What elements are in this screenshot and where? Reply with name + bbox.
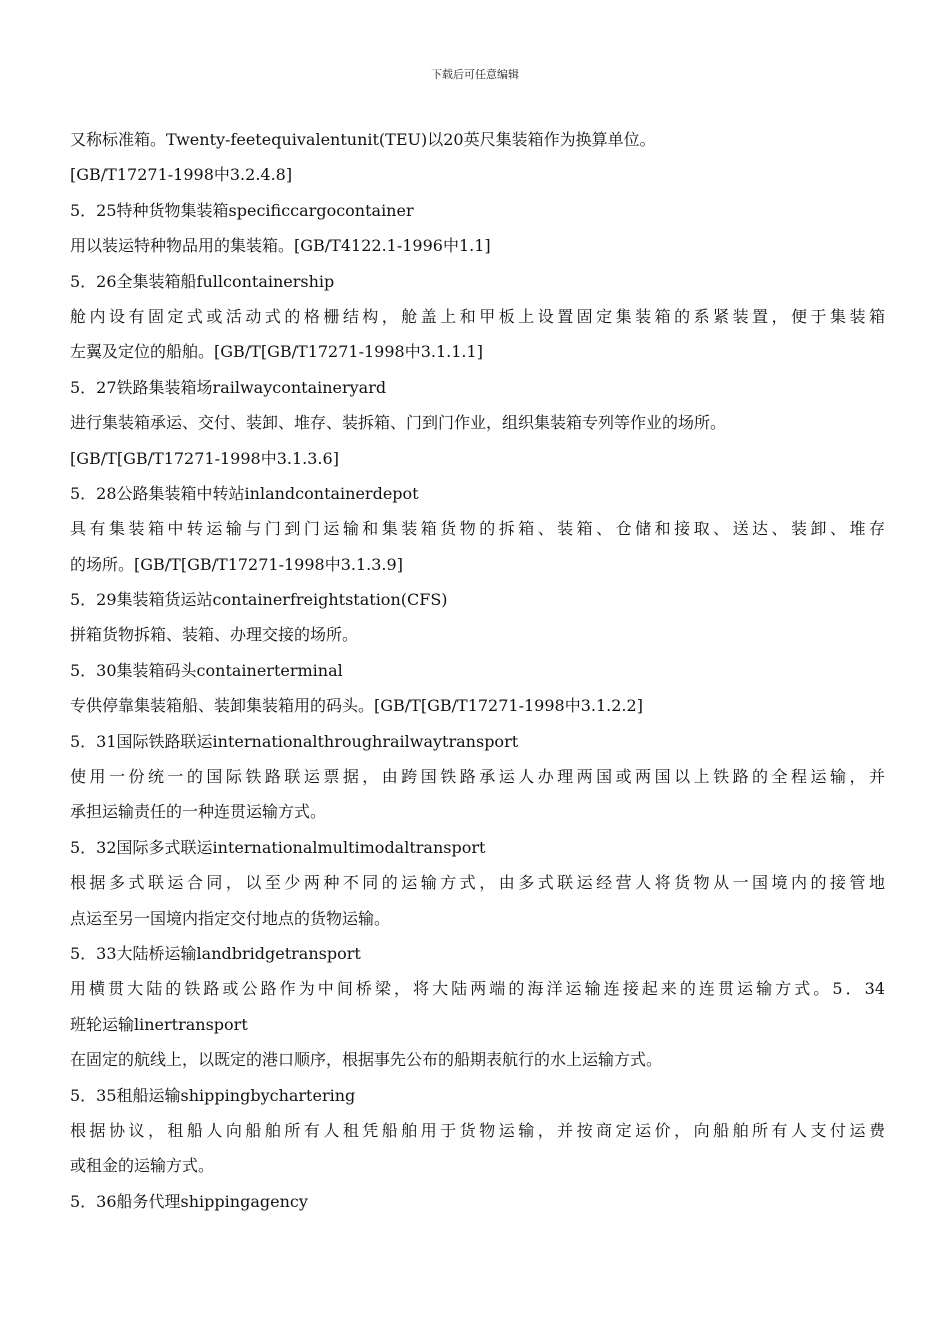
text-line: 舱内设有固定式或活动式的格栅结构，舱盖上和甲板上设置固定集装箱的系紧装置，便于集装箱 xyxy=(70,306,885,326)
text-line: 进行集装箱承运、交付、装卸、堆存、装拆箱、门到门作业，组织集装箱专列等作业的场所。 xyxy=(70,413,727,433)
text-line: 左翼及定位的船舶。[GB/T[GB/T17271-1998中3.1.1.1] xyxy=(70,342,483,362)
text-line: 使用一份统一的国际铁路联运票据，由跨国铁路承运人办理两国或两国以上铁路的全程运输，并 xyxy=(70,767,885,787)
text-line: 在固定的航线上，以既定的港口顺序，根据事先公布的船期表航行的水上运输方式。 xyxy=(70,1050,663,1070)
text-line: [GB/T17271-1998中3.2.4.8] xyxy=(70,165,293,185)
text-line: 或租金的运输方式。 xyxy=(70,1156,215,1176)
text-line: 根据多式联运合同，以至少两种不同的运输方式，由多式联运经营人将货物从一国境内的接管地 xyxy=(70,873,885,893)
text-line: 拼箱货物拆箱、装箱、办理交接的场所。 xyxy=(70,625,359,645)
text-line: 根据协议，租船人向船舶所有人租凭船舶用于货物运输，并按商定运价，向船舶所有人支付运费 xyxy=(70,1120,885,1140)
text-line: 点运至另一国境内指定交付地点的货物运输。 xyxy=(70,908,391,928)
term-heading: 5．30集装箱码头containerterminal xyxy=(70,660,343,680)
text-line: 用以装运特种物品用的集装箱。[GB/T4122.1-1996中1.1] xyxy=(70,236,491,256)
text-line: 专供停靠集装箱船、装卸集装箱用的码头。[GB/T[GB/T17271-1998中3.1.2.2] xyxy=(70,696,643,716)
term-heading: 5．35租船运输shippingbychartering xyxy=(70,1085,356,1105)
text-line: 用横贯大陆的铁路或公路作为中间桥梁，将大陆两端的海洋运输连接起来的连贯运输方式。5．34 xyxy=(70,979,885,999)
term-heading: 5．29集装箱货运站containerfreightstation(CFS) xyxy=(70,590,448,610)
text-line: 又称标准箱。Twenty-feetequivalentunit(TEU)以20英尺集装箱作为换算单位。 xyxy=(70,130,656,149)
term-heading: 5．33大陆桥运输landbridgetransport xyxy=(70,943,361,963)
text-line: [GB/T[GB/T17271-1998中3.1.3.6] xyxy=(70,448,339,468)
term-heading: 5．36船务代理shippingagency xyxy=(70,1191,308,1211)
text-line: 的场所。[GB/T[GB/T17271-1998中3.1.3.9] xyxy=(70,554,403,574)
term-heading: 5．27铁路集装箱场railwaycontaineryard xyxy=(70,377,387,397)
term-heading: 5．26全集装箱船fullcontainership xyxy=(70,271,335,291)
text-line: 具有集装箱中转运输与门到门运输和集装箱货物的拆箱、装箱、仓储和接取、送达、装卸、堆存 xyxy=(70,519,885,539)
term-heading: 5．25特种货物集装箱specificcargocontainer xyxy=(70,200,414,220)
term-heading: 5．28公路集装箱中转站inlandcontainerdepot xyxy=(70,483,419,503)
text-line: 承担运输责任的一种连贯运输方式。 xyxy=(70,802,327,822)
page-header: 下载后可任意编辑 xyxy=(431,68,519,81)
document-body xyxy=(70,122,885,1219)
term-heading: 班轮运输linertransport xyxy=(70,1014,248,1034)
term-heading: 5．31国际铁路联运internationalthroughrailwaytransport xyxy=(70,731,519,751)
term-heading: 5．32国际多式联运internationalmultimodaltransport xyxy=(70,837,486,857)
